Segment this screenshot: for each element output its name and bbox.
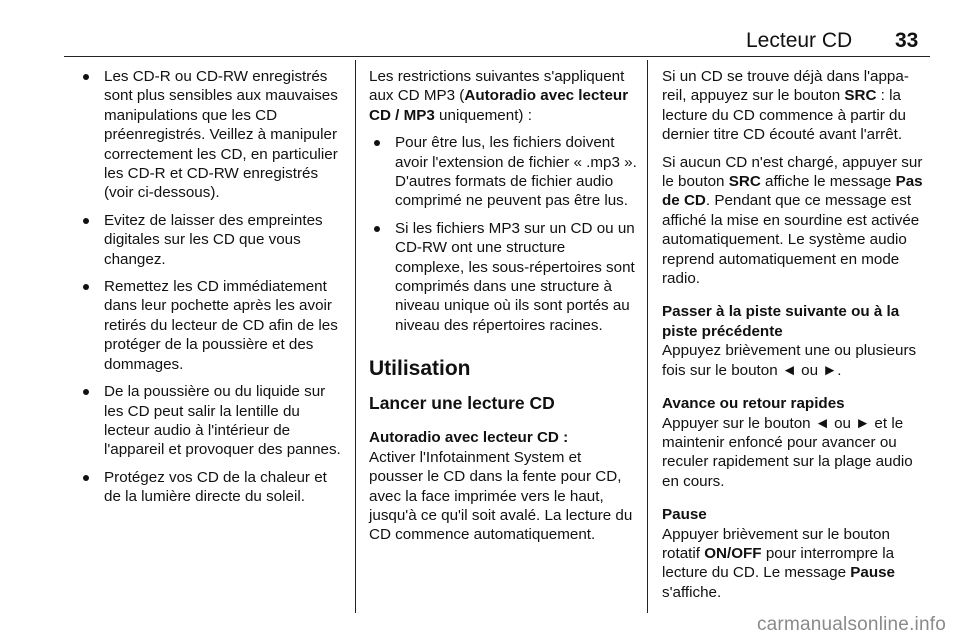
bullet-icon	[374, 226, 380, 232]
list-item: De la poussière ou du liquide sur les CD peut salir la lentille du lecteur audio à l'intérieur de l'appareil et provoquer des pannes.	[78, 382, 345, 460]
bullet-icon	[83, 218, 89, 224]
intro-paragraph: Les restrictions suivantes s'appliquent aux CD MP3 (Autoradio avec lecteur CD / MP3 uniquement) :	[369, 68, 629, 124]
header-rule	[64, 56, 930, 57]
column-right	[662, 67, 928, 602]
body-paragraph: Si un CD se trouve déjà dans l'appareil, appuyez sur le bouton SRC : la lecture du CD commence à partir du dernier titre CD écouté avant l'arrêt.	[662, 68, 909, 144]
minor-heading: Avance ou retour rapides	[662, 395, 845, 413]
body-paragraph: Activer l'Infotainment System et pousser le CD dans la fente pour CD, avec la face imprimée vers le haut, jusqu'à ce qu'il soit avalé. La lecture du CD commence automatiquement.	[369, 448, 633, 544]
column-divider-right	[647, 60, 648, 613]
bullet-icon	[83, 284, 89, 290]
body-paragraph: Appuyez brièvement une ou plusieurs fois sur le bouton ◄ ou ►.	[662, 342, 917, 379]
bullet-icon	[83, 475, 89, 481]
list-item: Evitez de laisser des empreintes digitales sur les CD que vous changez.	[78, 211, 345, 269]
bullet-icon	[83, 389, 89, 395]
minor-heading: Pause	[662, 506, 707, 524]
subsection-heading: Lancer une lecture CD	[369, 393, 555, 414]
bullet-list	[369, 133, 637, 335]
body-paragraph: Appuyer sur le bouton ◄ ou ► et le maintenir enfoncé pour avancer ou reculer rapidement sur la plage audio en cours.	[662, 414, 913, 490]
list-item: Protégez vos CD de la chaleur et de la lumière directe du soleil.	[78, 468, 345, 507]
list-item: Remettez les CD immédiatement dans leur pochette après les avoir retirés du lecteur de CD afin de les protéger de la poussière et des dommages.	[78, 277, 345, 374]
watermark-brand: carmanualsonline.info	[756, 614, 946, 635]
list-item: Si les fichiers MP3 sur un CD ou un CD-RW ont une structure complexe, les sous-répertoires sont comprimés dans une structure à niveau unique où ils sont portés au niveau des répertoires racines.	[369, 219, 637, 335]
minor-heading: Autoradio avec lecteur CD :	[369, 429, 569, 447]
page-title: Lecteur CD	[746, 29, 853, 52]
column-middle	[369, 67, 637, 545]
bullet-icon	[83, 74, 89, 80]
page-number: 33	[895, 29, 919, 52]
list-item: Pour être lus, les fichiers doivent avoir l'extension de fichier « .mp3 ». D'autres formats de fichier audio comprimé ne peuvent pas être lus.	[369, 133, 637, 211]
body-paragraph: Appuyer brièvement sur le bouton rotatif ON/OFF pour interrompre la lecture du CD. Le message Pause s'affiche.	[662, 525, 895, 601]
bullet-icon	[374, 140, 380, 146]
list-item: Les CD-R ou CD-RW enregistrés sont plus sensibles aux mauvaises manipulations que les CD préenregistrés. Veillez à manipuler correctement les CD, en particulier les CD-R et CD-RW enregistrés (voir ci-dessous).	[78, 67, 345, 203]
minor-heading: Passer à la piste suivante ou à la piste précédente	[662, 303, 900, 340]
body-paragraph: Si aucun CD n'est chargé, appuyer sur le bouton SRC affiche le message Pas de CD. Pendant que ce message est affiché la mise en sourdine est activée automatiquement. Le système audio reprend automatiquement en mode radio.	[662, 153, 923, 288]
section-heading: Utilisation	[369, 357, 471, 381]
bullet-list	[78, 67, 345, 507]
column-divider-left	[355, 60, 356, 613]
column-left	[78, 67, 345, 515]
